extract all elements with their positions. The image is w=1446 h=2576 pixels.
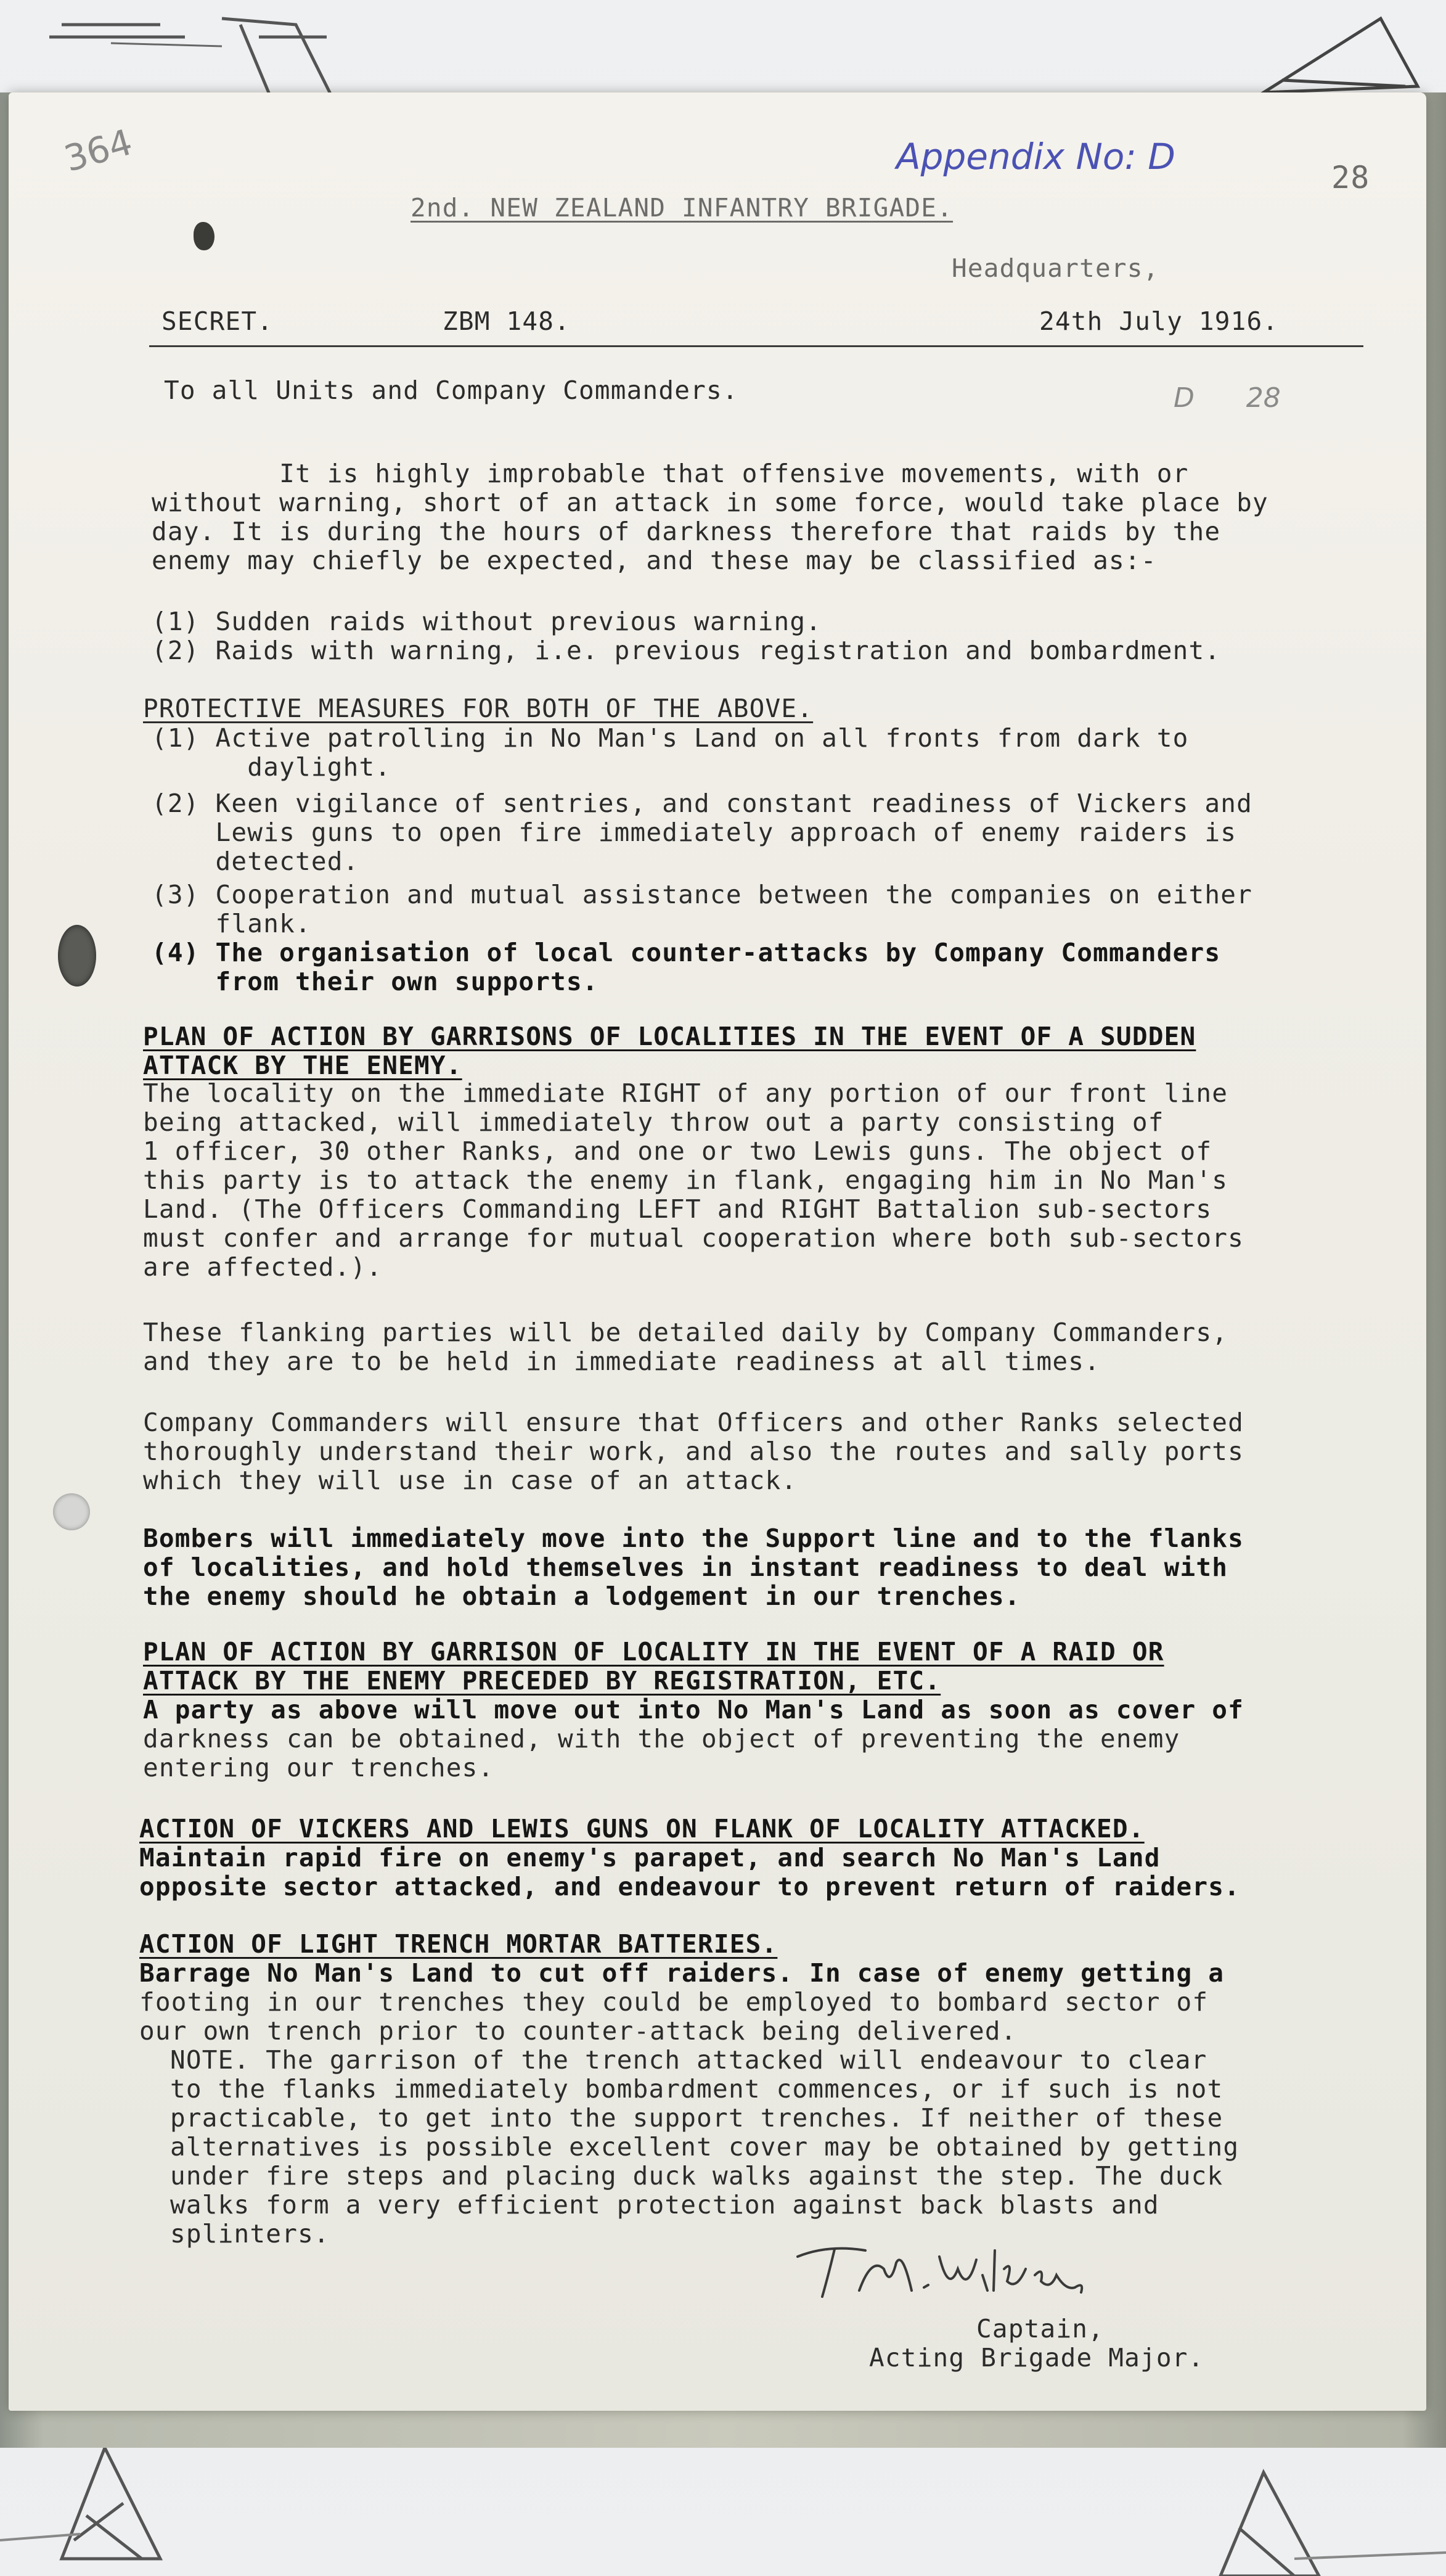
note-line-6: walks form a very efficient protection against back blasts and [170, 2190, 1159, 2220]
intro-line-1: It is highly improbable that offensive movements, with or [152, 459, 1189, 488]
signature-title: Acting Brigade Major. [869, 2343, 1204, 2373]
protective-line-3: (2) Keen vigilance of sentries, and constant readiness of Vickers and [152, 789, 1253, 818]
guns-line-1: Maintain rapid fire on enemy's parapet, and search No Man's Land [139, 1843, 1161, 1873]
sudden-para1-line-5: Land. (The Officers Commanding LEFT and RIGHT Battalion sub-sectors [143, 1194, 1212, 1224]
raid-type-2: (2) Raids with warning, i.e. previous registration and bombardment. [152, 636, 1221, 665]
sudden-para1-line-1: The locality on the immediate RIGHT of any portion of our front line [143, 1078, 1228, 1108]
sudden-para2-line-2: and they are to be held in immediate readiness at all times. [143, 1347, 1101, 1376]
registration-heading-2: ATTACK BY THE ENEMY PRECEDED BY REGISTRATION, ETC. [143, 1666, 941, 1696]
protective-line-8: (4) The organisation of local counter-attacks by Company Commanders [152, 938, 1221, 967]
sudden-para1-line-4: this party is to attack the enemy in flank, engaging him in No Man's [143, 1165, 1228, 1195]
brigade-title: 2nd. NEW ZEALAND INFANTRY BRIGADE. [411, 193, 954, 223]
pencil-sketch-top-left [37, 0, 382, 99]
document-page [9, 92, 1426, 2411]
sudden-para3-line-2: thoroughly understand their work, and also the routes and sally ports [143, 1437, 1244, 1466]
secret-label: SECRET. [161, 306, 274, 336]
sudden-heading-2: ATTACK BY THE ENEMY. [143, 1051, 462, 1080]
appendix-stamp: Appendix No: D [896, 136, 1175, 178]
protective-line-2: daylight. [152, 752, 391, 782]
punch-hole-lower [53, 1493, 90, 1530]
signature-handwriting [791, 2232, 1112, 2312]
guns-heading: ACTION OF VICKERS AND LEWIS GUNS ON FLANK OF LOCALITY ATTACKED. [139, 1814, 1145, 1844]
sudden-para1-line-2: being attacked, will immediately throw out a party consisting of [143, 1107, 1164, 1137]
note-line-7: splinters. [170, 2219, 330, 2249]
reference-number: ZBM 148. [443, 306, 571, 336]
sudden-para1-line-6: must confer and arrange for mutual cooperation where both sub-sectors [143, 1223, 1244, 1253]
intro-line-2: without warning, short of an attack in some force, would take place by [152, 488, 1268, 517]
page-number: 28 [1331, 160, 1370, 195]
punch-tear-top [194, 222, 214, 250]
addressee: To all Units and Company Commanders. [164, 375, 738, 405]
pencil-mark: D 28 [1174, 382, 1281, 414]
protective-line-6: (3) Cooperation and mutual assistance between the companies on either [152, 880, 1253, 909]
mortar-line-1: Barrage No Man's Land to cut off raiders. In case of enemy getting a [139, 1958, 1225, 1988]
note-line-4: alternatives is possible excellent cover may be obtained by getting [170, 2132, 1240, 2162]
protective-heading: PROTECTIVE MEASURES FOR BOTH OF THE ABOVE. [143, 694, 814, 723]
raid-type-1: (1) Sudden raids without previous warning. [152, 607, 822, 636]
protective-line-4: Lewis guns to open fire immediately approach of enemy raiders is [152, 818, 1237, 847]
pencil-lines-bottom [0, 2516, 1446, 2576]
note-line-5: under fire steps and placing duck walks against the step. The duck [170, 2161, 1223, 2191]
mortar-line-2: footing in our trenches they could be employed to bombard sector of [139, 1987, 1209, 2017]
note-line-1: NOTE. The garrison of the trench attacked will endeavour to clear [170, 2045, 1207, 2075]
registration-line-1: A party as above will move out into No Man's Land as soon as cover of [143, 1695, 1244, 1725]
note-line-3: practicable, to get into the support trenches. If neither of these [170, 2103, 1223, 2133]
sudden-para4-line-1: Bombers will immediately move into the Support line and to the flanks [143, 1524, 1244, 1553]
sudden-para1-line-7: are affected.). [143, 1252, 383, 1282]
mortar-heading: ACTION OF LIGHT TRENCH MORTAR BATTERIES. [139, 1929, 778, 1959]
folio-number: 364 [59, 121, 137, 180]
protective-line-1: (1) Active patrolling in No Man's Land on all fronts from dark to [152, 723, 1189, 753]
registration-line-2: darkness can be obtained, with the object of preventing the enemy [143, 1724, 1180, 1754]
note-line-2: to the flanks immediately bombardment commences, or if such is not [170, 2074, 1223, 2104]
protective-line-7: flank. [152, 909, 311, 938]
sudden-para2-line-1: These flanking parties will be detailed daily by Company Commanders, [143, 1318, 1228, 1347]
punch-hole-middle [58, 925, 96, 987]
protective-line-9: from their own supports. [152, 967, 598, 996]
document-date: 24th July 1916. [1039, 306, 1279, 336]
sudden-para3-line-3: which they will use in case of an attack. [143, 1466, 798, 1495]
guns-line-2: opposite sector attacked, and endeavour to prevent return of raiders. [139, 1872, 1241, 1901]
intro-line-4: enemy may chiefly be expected, and these may be classified as:- [152, 546, 1157, 575]
headquarters-label: Headquarters, [952, 253, 1159, 283]
registration-heading-1: PLAN OF ACTION BY GARRISON OF LOCALITY IN THE EVENT OF A RAID OR [143, 1637, 1164, 1667]
header-rule [149, 345, 1363, 347]
mortar-line-3: our own trench prior to counter-attack being delivered. [139, 2016, 1017, 2046]
sudden-para3-line-1: Company Commanders will ensure that Officers and other Ranks selected [143, 1408, 1244, 1437]
sudden-para1-line-3: 1 officer, 30 other Ranks, and one or two Lewis guns. The object of [143, 1136, 1212, 1166]
pencil-sketch-top-right [1245, 12, 1430, 105]
sudden-para4-line-2: of localities, and hold themselves in instant readiness to deal with [143, 1553, 1228, 1582]
intro-line-3: day. It is during the hours of darkness therefore that raids by the [152, 517, 1221, 546]
registration-line-3: entering our trenches. [143, 1753, 494, 1782]
sudden-heading-1: PLAN OF ACTION BY GARRISONS OF LOCALITIES IN THE EVENT OF A SUDDEN [143, 1022, 1196, 1051]
protective-line-5: detected. [152, 847, 359, 876]
sudden-para4-line-3: the enemy should he obtain a lodgement in our trenches. [143, 1581, 1021, 1611]
signature-rank: Captain, [976, 2314, 1105, 2344]
